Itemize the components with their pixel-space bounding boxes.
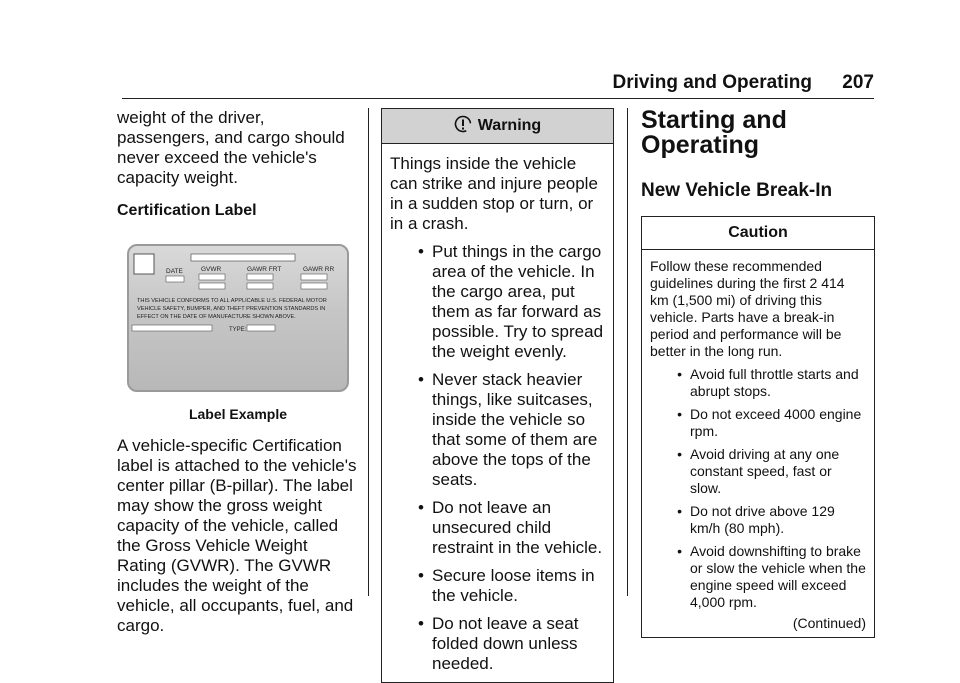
list-item-text: Avoid downshifting to brake or slow the vehicle when the engine speed will exceed 4,000 rpm. xyxy=(690,543,866,610)
bullet-icon: • xyxy=(677,503,682,519)
warning-intro: Things inside the vehicle can strike and injure people in a sudden stop or turn, or in a crash. xyxy=(390,154,598,233)
label-gvwr-text: GVWR xyxy=(201,266,222,273)
figure-caption: Label Example xyxy=(188,406,288,422)
list-item xyxy=(650,446,866,497)
label-gawr-rr-text: GAWR RR xyxy=(303,266,335,273)
label-conform-line2: VEHICLE SAFETY, BUMPER, AND THEFT PREVENTION STANDARDS IN xyxy=(137,306,326,312)
header-rule xyxy=(122,98,874,99)
list-item xyxy=(650,406,866,440)
list-item-text: Do not leave an unsecured child restraint in the vehicle. xyxy=(432,498,603,557)
list-item xyxy=(650,543,866,611)
column-divider xyxy=(368,108,369,596)
label-conform-line3: EFFECT ON THE DATE OF MANUFACTURE SHOWN ABOVE. xyxy=(137,314,296,320)
bullet-icon: • xyxy=(418,498,424,517)
label-conform-line1: THIS VEHICLE CONFORMS TO ALL APPLICABLE U.S. FEDERAL MOTOR xyxy=(137,298,327,304)
caution-intro: Follow these recommended guidelines during the first 2 414 km (1,500 mi) of driving this vehicle. Parts have a break-in period and performance will be better in the long run. xyxy=(650,258,845,359)
bullet-icon: • xyxy=(418,242,424,261)
section-subheading: New Vehicle Break-In xyxy=(641,180,833,201)
continued-note: (Continued) xyxy=(792,615,866,631)
list-item xyxy=(390,566,605,606)
list-item xyxy=(650,366,866,400)
label-date-text: DATE xyxy=(166,268,183,275)
column-divider xyxy=(627,108,628,596)
bullet-icon: • xyxy=(418,370,424,389)
list-item xyxy=(390,498,605,558)
certification-label-image xyxy=(127,244,349,392)
page-number: 207 xyxy=(842,72,874,93)
section-heading: Starting and Operating xyxy=(641,106,787,159)
bullet-icon: • xyxy=(418,566,424,585)
label-type-text: TYPE: xyxy=(229,327,247,333)
left-column xyxy=(117,108,357,636)
list-item-text: Do not exceed 4000 engine rpm. xyxy=(690,406,862,439)
list-item xyxy=(650,503,866,537)
page-header xyxy=(122,70,874,100)
list-item xyxy=(390,614,605,674)
caution-box xyxy=(641,216,875,638)
bullet-icon: • xyxy=(677,406,682,422)
caution-title: Caution xyxy=(642,217,874,250)
bullet-icon: • xyxy=(677,366,682,382)
bullet-icon: • xyxy=(418,614,424,633)
label-gawr-frt-text: GAWR FRT xyxy=(247,266,282,273)
list-item-text: Put things in the cargo area of the vehicle. In the cargo area, put them as far forward as possible. Try to spread the weight evenly. xyxy=(432,242,604,361)
warning-header xyxy=(382,109,613,144)
list-item-text: Secure loose items in the vehicle. xyxy=(432,566,595,605)
bullet-icon: • xyxy=(677,446,682,462)
section-subheading: Certification Label xyxy=(117,202,257,219)
bullet-icon: • xyxy=(677,543,682,559)
right-column xyxy=(641,108,875,638)
list-item xyxy=(390,242,605,362)
warning-symbol-icon xyxy=(454,115,472,138)
warning-title: Warning xyxy=(477,117,542,134)
list-item xyxy=(390,370,605,490)
list-item-text: Never stack heavier things, like suitcases, inside the vehicle so that some of them are above the tops of the seats. xyxy=(432,370,598,489)
list-item-text: Do not leave a seat folded down unless needed. xyxy=(432,614,579,673)
list-item-text: Avoid full throttle starts and abrupt stops. xyxy=(690,366,859,399)
paragraph: weight of the driver, passengers, and cargo should never exceed the vehicle's capacity weight. xyxy=(117,108,345,187)
warning-box xyxy=(381,108,614,683)
header-section-title: Driving and Operating xyxy=(612,72,812,93)
list-item-text: Avoid driving at any one constant speed, fast or slow. xyxy=(690,446,840,496)
list-item-text: Do not drive above 129 km/h (80 mph). xyxy=(690,503,835,536)
paragraph: A vehicle-specific Certification label is attached to the vehicle's center pillar (B-pillar). The label may show the gross weight capacity of the vehicle, called the Gross Vehicle Weight Rating (GVWR). The GVWR includes the weight of the vehicle, all occupants, fuel, and cargo. xyxy=(117,436,357,635)
